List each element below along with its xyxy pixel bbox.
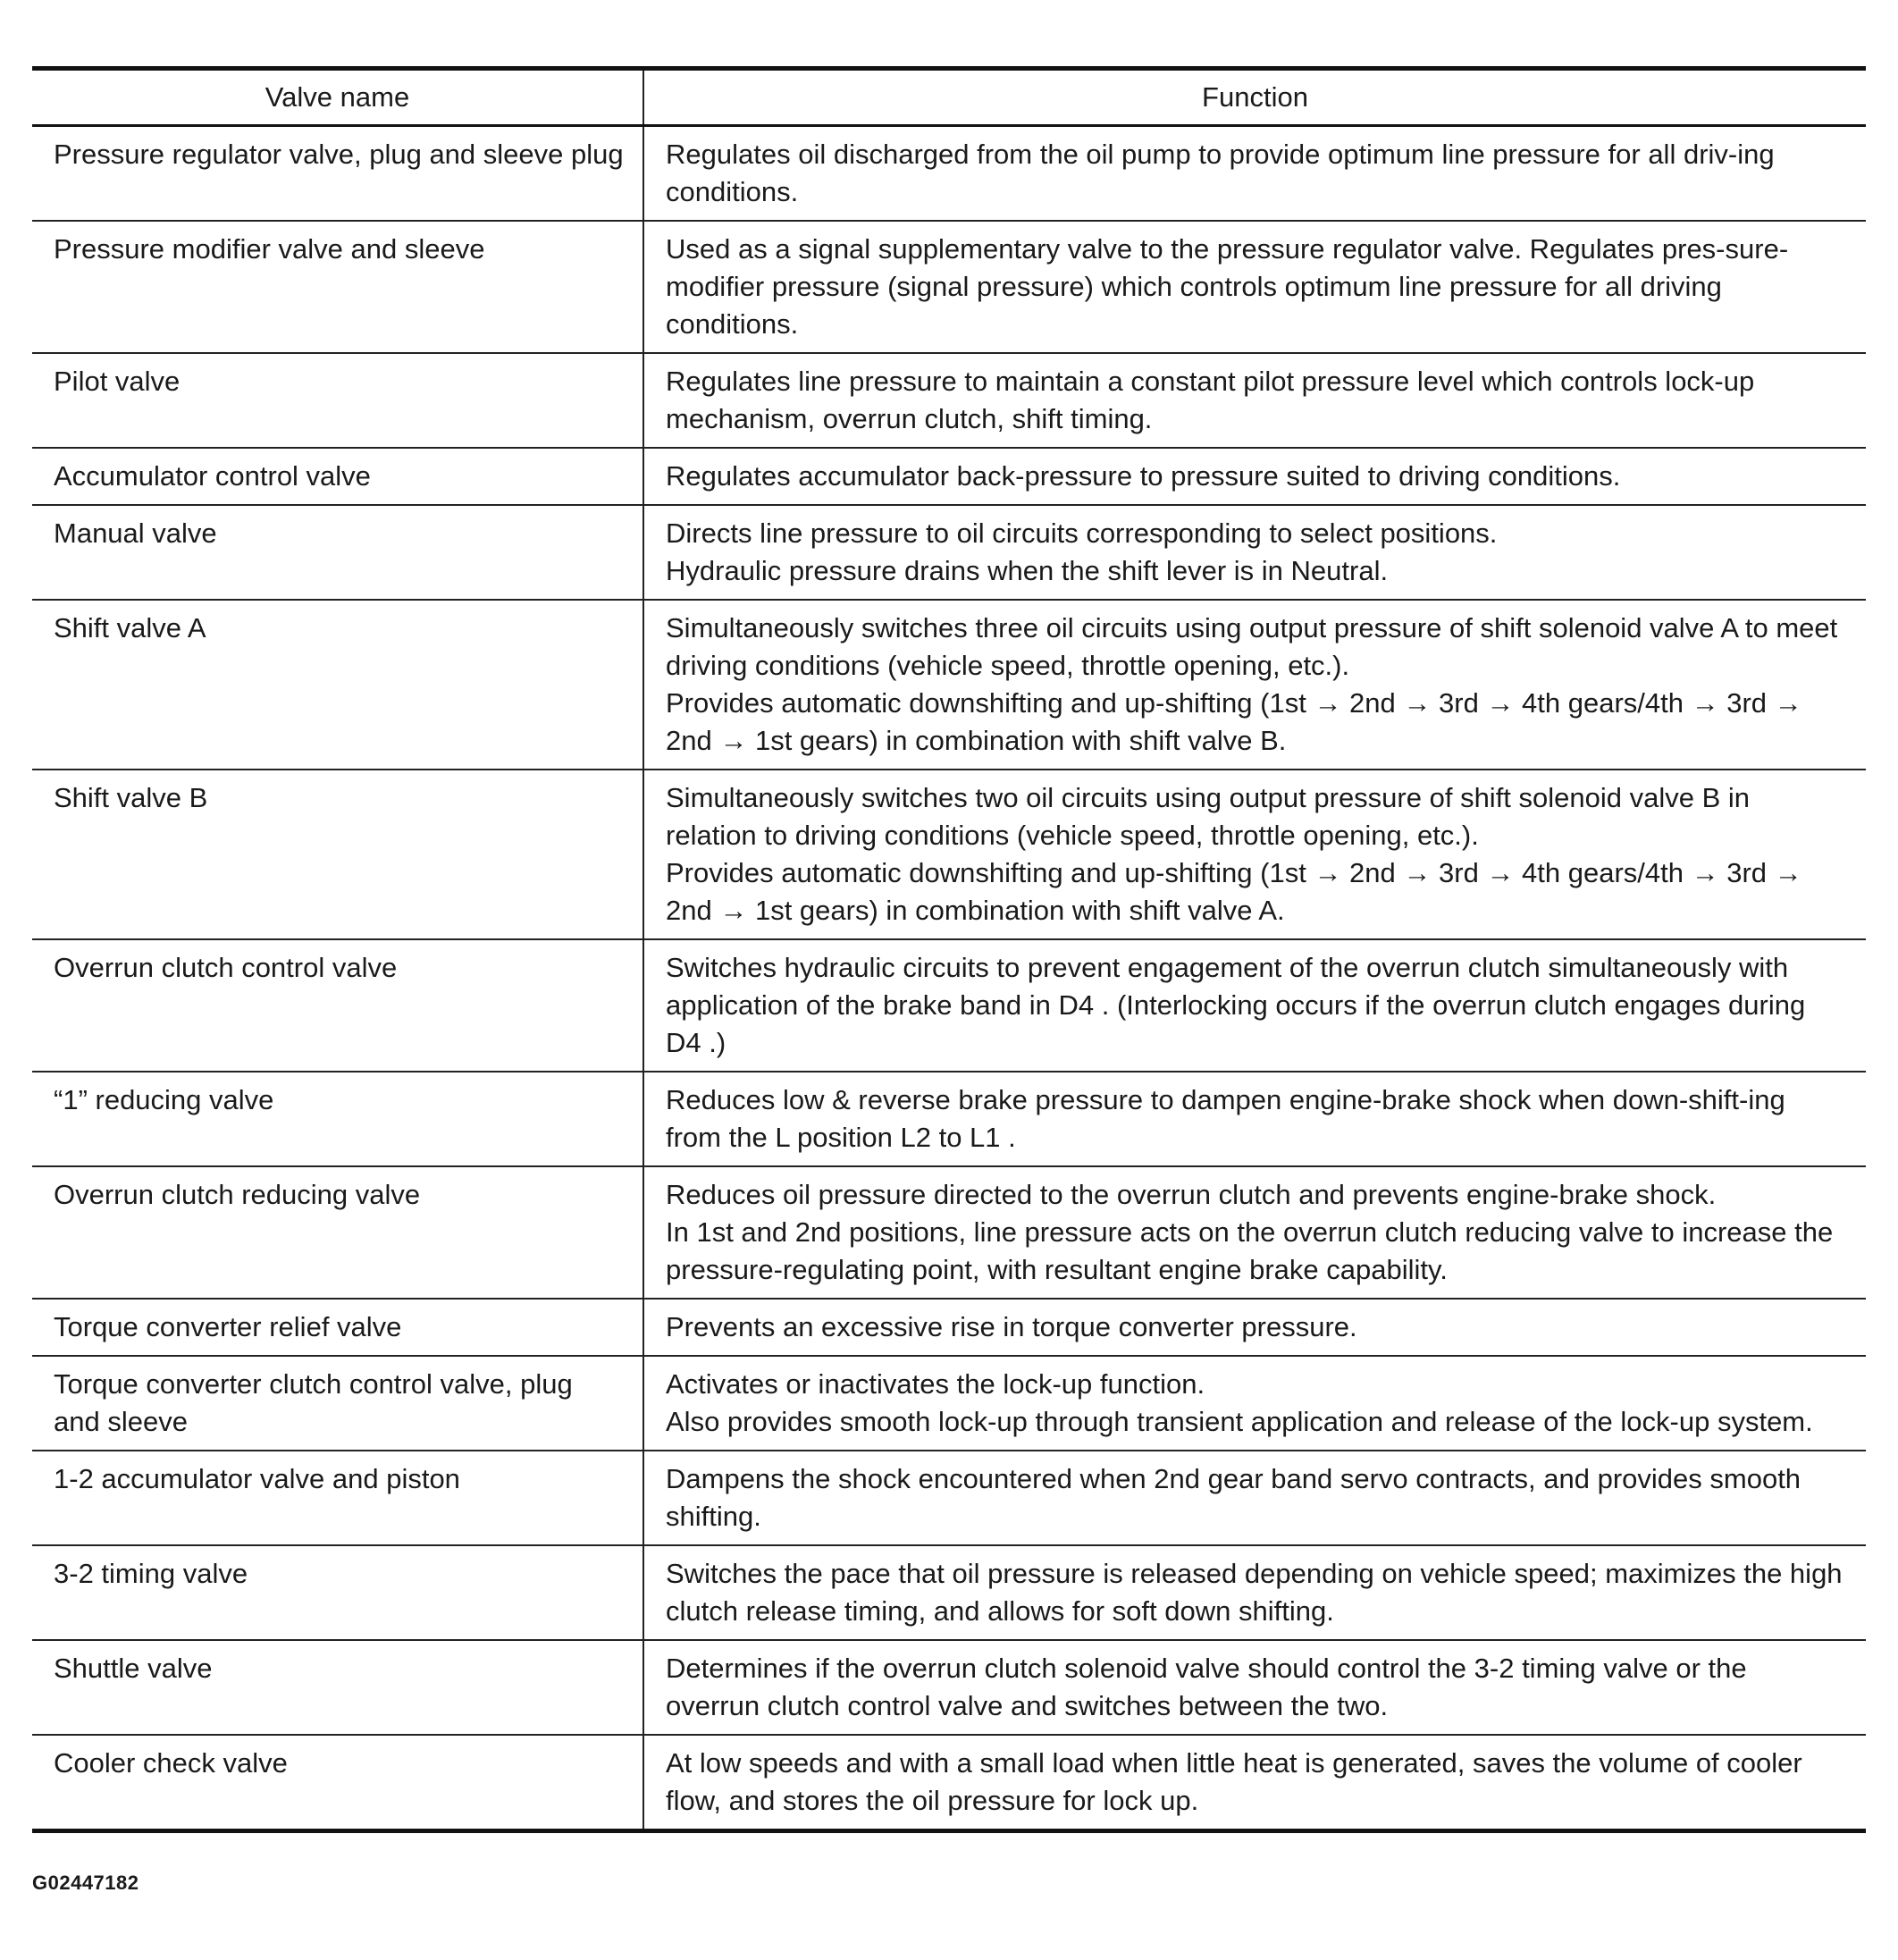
valve-name-cell: 1-2 accumulator valve and piston	[32, 1451, 643, 1545]
valve-function-cell: Activates or inactivates the lock-up function. Also provides smooth lock-up through transient application and release of the lock-up system.	[643, 1356, 1866, 1451]
valve-name-cell: Pressure regulator valve, plug and sleeve plug	[32, 126, 643, 222]
column-header-valve-name: Valve name	[32, 69, 643, 126]
valve-name-cell: “1” reducing valve	[32, 1072, 643, 1166]
valve-name-cell: Cooler check valve	[32, 1735, 643, 1831]
table-row	[32, 1072, 1866, 1166]
valve-function-cell: Switches hydraulic circuits to prevent engagement of the overrun clutch simultaneously with application of the brake band in D4 . (Interlocking occurs if the overrun clutch engages during D4 .)	[643, 939, 1866, 1072]
valve-function-cell: Reduces oil pressure directed to the overrun clutch and prevents engine-brake shock. In 1st and 2nd positions, line pressure acts on the overrun clutch reducing valve to increase the pressure-regulating point, with resultant engine brake capability.	[643, 1166, 1866, 1299]
valve-name-cell: Pilot valve	[32, 353, 643, 448]
table-body	[32, 126, 1866, 1831]
table-row	[32, 126, 1866, 222]
valve-function-table	[32, 66, 1866, 1833]
valve-name-cell: Shift valve B	[32, 770, 643, 939]
valve-function-cell: Directs line pressure to oil circuits corresponding to select positions. Hydraulic pressure drains when the shift lever is in Neutral.	[643, 505, 1866, 600]
valve-name-cell: Shuttle valve	[32, 1640, 643, 1735]
valve-function-cell: Switches the pace that oil pressure is released depending on vehicle speed; maximizes the high clutch release timing, and allows for soft down shifting.	[643, 1545, 1866, 1640]
column-header-function: Function	[643, 69, 1866, 126]
table-row	[32, 353, 1866, 448]
table-row	[32, 1166, 1866, 1299]
valve-function-cell: Regulates oil discharged from the oil pump to provide optimum line pressure for all driv-ing conditions.	[643, 126, 1866, 222]
table-row	[32, 505, 1866, 600]
figure-id: G02447182	[32, 1872, 139, 1894]
valve-function-cell: At low speeds and with a small load when little heat is generated, saves the volume of cooler flow, and stores the oil pressure for lock up.	[666, 1747, 1802, 1816]
table-row	[32, 1356, 1866, 1451]
table-row	[32, 1299, 1866, 1356]
valve-function-cell: Simultaneously switches three oil circuits using output pressure of shift solenoid valve A to meet driving conditions (vehicle speed, throttle opening, etc.). Provides automatic downshifting and up-shifting (1st → 2nd → 3rd → 4th gears/4th → 3rd → 2nd → 1st gears) in combination with shift valve B.	[643, 600, 1866, 770]
valve-function-cell: Used as a signal supplementary valve to the pressure regulator valve. Regulates pres-sure-modifier pressure (signal pressure) which controls optimum line pressure for all driving conditions.	[643, 221, 1866, 353]
table-row	[32, 221, 1866, 353]
table-row	[32, 600, 1866, 770]
table-row	[32, 1640, 1866, 1735]
valve-name-cell: Manual valve	[32, 505, 643, 600]
valve-function-cell: Dampens the shock encountered when 2nd gear band servo contracts, and provides smooth shifting.	[643, 1451, 1866, 1545]
table-row	[32, 1451, 1866, 1545]
valve-function-cell: Simultaneously switches two oil circuits using output pressure of shift solenoid valve B in relation to driving conditions (vehicle speed, throttle opening, etc.). Provides automatic downshifting and up-shifting (1st → 2nd → 3rd → 4th gears/4th → 3rd → 2nd → 1st gears) in combination with shift valve A.	[643, 770, 1866, 939]
table-row	[32, 1545, 1866, 1640]
valve-name-cell: Torque converter clutch control valve, plug and sleeve	[32, 1356, 643, 1451]
valve-name-cell: Accumulator control valve	[32, 448, 643, 505]
valve-function-table-container	[32, 66, 1866, 1833]
valve-function-cell: Reduces low & reverse brake pressure to dampen engine-brake shock when down-shift-ing from the L position L2 to L1 .	[643, 1072, 1866, 1166]
valve-name-cell: Overrun clutch control valve	[32, 939, 643, 1072]
table-row	[32, 1735, 1866, 1831]
table-header-row	[32, 69, 1866, 126]
valve-function-cell: Regulates line pressure to maintain a constant pilot pressure level which controls lock-up mechanism, overrun clutch, shift timing.	[643, 353, 1866, 448]
table-row	[32, 939, 1866, 1072]
table-row	[32, 448, 1866, 505]
valve-function-cell: Regulates accumulator back-pressure to pressure suited to driving conditions.	[643, 448, 1866, 505]
table-row	[32, 770, 1866, 939]
valve-name-cell: Overrun clutch reducing valve	[32, 1166, 643, 1299]
valve-function-cell: Determines if the overrun clutch solenoid valve should control the 3-2 timing valve or the overrun clutch control valve and switches between the two.	[643, 1640, 1866, 1735]
valve-name-cell: Shift valve A	[32, 600, 643, 770]
valve-name-cell: 3-2 timing valve	[32, 1545, 643, 1640]
valve-name-cell: Pressure modifier valve and sleeve	[32, 221, 643, 353]
valve-name-cell: Torque converter relief valve	[32, 1299, 643, 1356]
valve-function-cell: Prevents an excessive rise in torque converter pressure.	[643, 1299, 1866, 1356]
